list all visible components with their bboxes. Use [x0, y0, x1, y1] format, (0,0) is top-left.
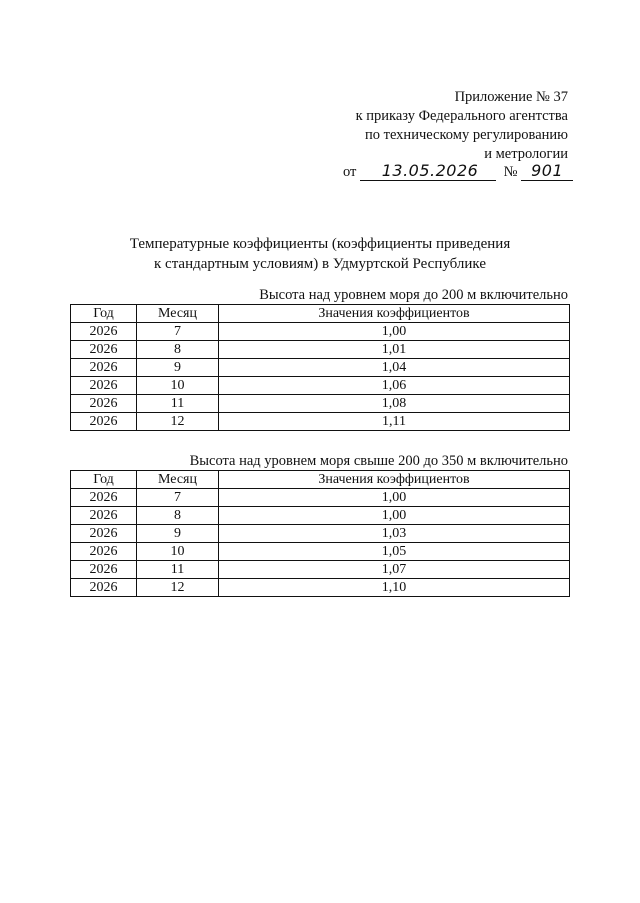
- table-row: [71, 561, 570, 579]
- cell-month: 11: [137, 561, 219, 579]
- agency-name-line: по техническому регулированию: [364, 127, 568, 143]
- cell-month: 7: [137, 489, 219, 507]
- header-month: Месяц: [137, 471, 219, 489]
- order-reference: к приказу Федерального агентства: [355, 108, 568, 124]
- cell-year: 2026: [71, 579, 137, 597]
- cell-month: 9: [137, 359, 219, 377]
- appendix-header: [268, 88, 568, 164]
- cell-coefficient: 1,11: [219, 413, 570, 431]
- cell-coefficient: 1,00: [219, 507, 570, 525]
- cell-year: 2026: [71, 489, 137, 507]
- header-month: Месяц: [137, 305, 219, 323]
- handwritten-date: 13.05.2026: [360, 161, 496, 181]
- cell-month: 10: [137, 543, 219, 561]
- table-row: [71, 359, 570, 377]
- table-row: [71, 323, 570, 341]
- cell-month: 7: [137, 323, 219, 341]
- cell-month: 12: [137, 579, 219, 597]
- header-coefficient: Значения коэффициентов: [219, 471, 570, 489]
- cell-year: 2026: [71, 377, 137, 395]
- cell-year: 2026: [71, 359, 137, 377]
- cell-coefficient: 1,10: [219, 579, 570, 597]
- cell-year: 2026: [71, 395, 137, 413]
- table-row: [71, 507, 570, 525]
- cell-year: 2026: [71, 561, 137, 579]
- cell-coefficient: 1,03: [219, 525, 570, 543]
- cell-coefficient: 1,06: [219, 377, 570, 395]
- table-row: [71, 377, 570, 395]
- header-coefficient: Значения коэффициентов: [219, 305, 570, 323]
- document-title: [0, 234, 640, 274]
- cell-month: 12: [137, 413, 219, 431]
- agency-name-line-end: и метрологии: [484, 146, 568, 162]
- cell-year: 2026: [71, 341, 137, 359]
- table-row: [71, 543, 570, 561]
- table-row: [71, 579, 570, 597]
- table-row: [71, 525, 570, 543]
- title-line-2: к стандартным условиям) в Удмуртской Республике: [154, 256, 486, 272]
- title-line-1: Температурные коэффициенты (коэффициенты приведения: [129, 236, 511, 252]
- table-header-row: [71, 305, 570, 323]
- header-year: Год: [71, 305, 137, 323]
- header-year: Год: [71, 471, 137, 489]
- cell-month: 10: [137, 377, 219, 395]
- table-row: [71, 395, 570, 413]
- cell-coefficient: 1,00: [219, 489, 570, 507]
- table-row: [71, 413, 570, 431]
- cell-year: 2026: [71, 507, 137, 525]
- coefficients-table-up-to-200m: [70, 304, 570, 431]
- cell-coefficient: 1,04: [219, 359, 570, 377]
- cell-coefficient: 1,08: [219, 395, 570, 413]
- coefficients-table-200-to-350m: [70, 470, 570, 597]
- date-label: от: [343, 164, 357, 180]
- cell-year: 2026: [71, 543, 137, 561]
- cell-coefficient: 1,01: [219, 341, 570, 359]
- handwritten-number: 901: [521, 161, 573, 181]
- cell-coefficient: 1,07: [219, 561, 570, 579]
- table-header-row: [71, 471, 570, 489]
- cell-coefficient: 1,05: [219, 543, 570, 561]
- cell-year: 2026: [71, 413, 137, 431]
- number-label: №: [503, 164, 518, 180]
- cell-month: 11: [137, 395, 219, 413]
- cell-month: 9: [137, 525, 219, 543]
- table-1-caption: Высота над уровнем моря до 200 м включительно: [259, 287, 568, 303]
- cell-year: 2026: [71, 525, 137, 543]
- table-2-caption: Высота над уровнем моря свыше 200 до 350 м включительно: [189, 453, 568, 469]
- appendix-number: Приложение № 37: [454, 89, 568, 105]
- cell-coefficient: 1,00: [219, 323, 570, 341]
- cell-year: 2026: [71, 323, 137, 341]
- order-date-number: [343, 161, 573, 181]
- table-row: [71, 341, 570, 359]
- cell-month: 8: [137, 507, 219, 525]
- cell-month: 8: [137, 341, 219, 359]
- table-row: [71, 489, 570, 507]
